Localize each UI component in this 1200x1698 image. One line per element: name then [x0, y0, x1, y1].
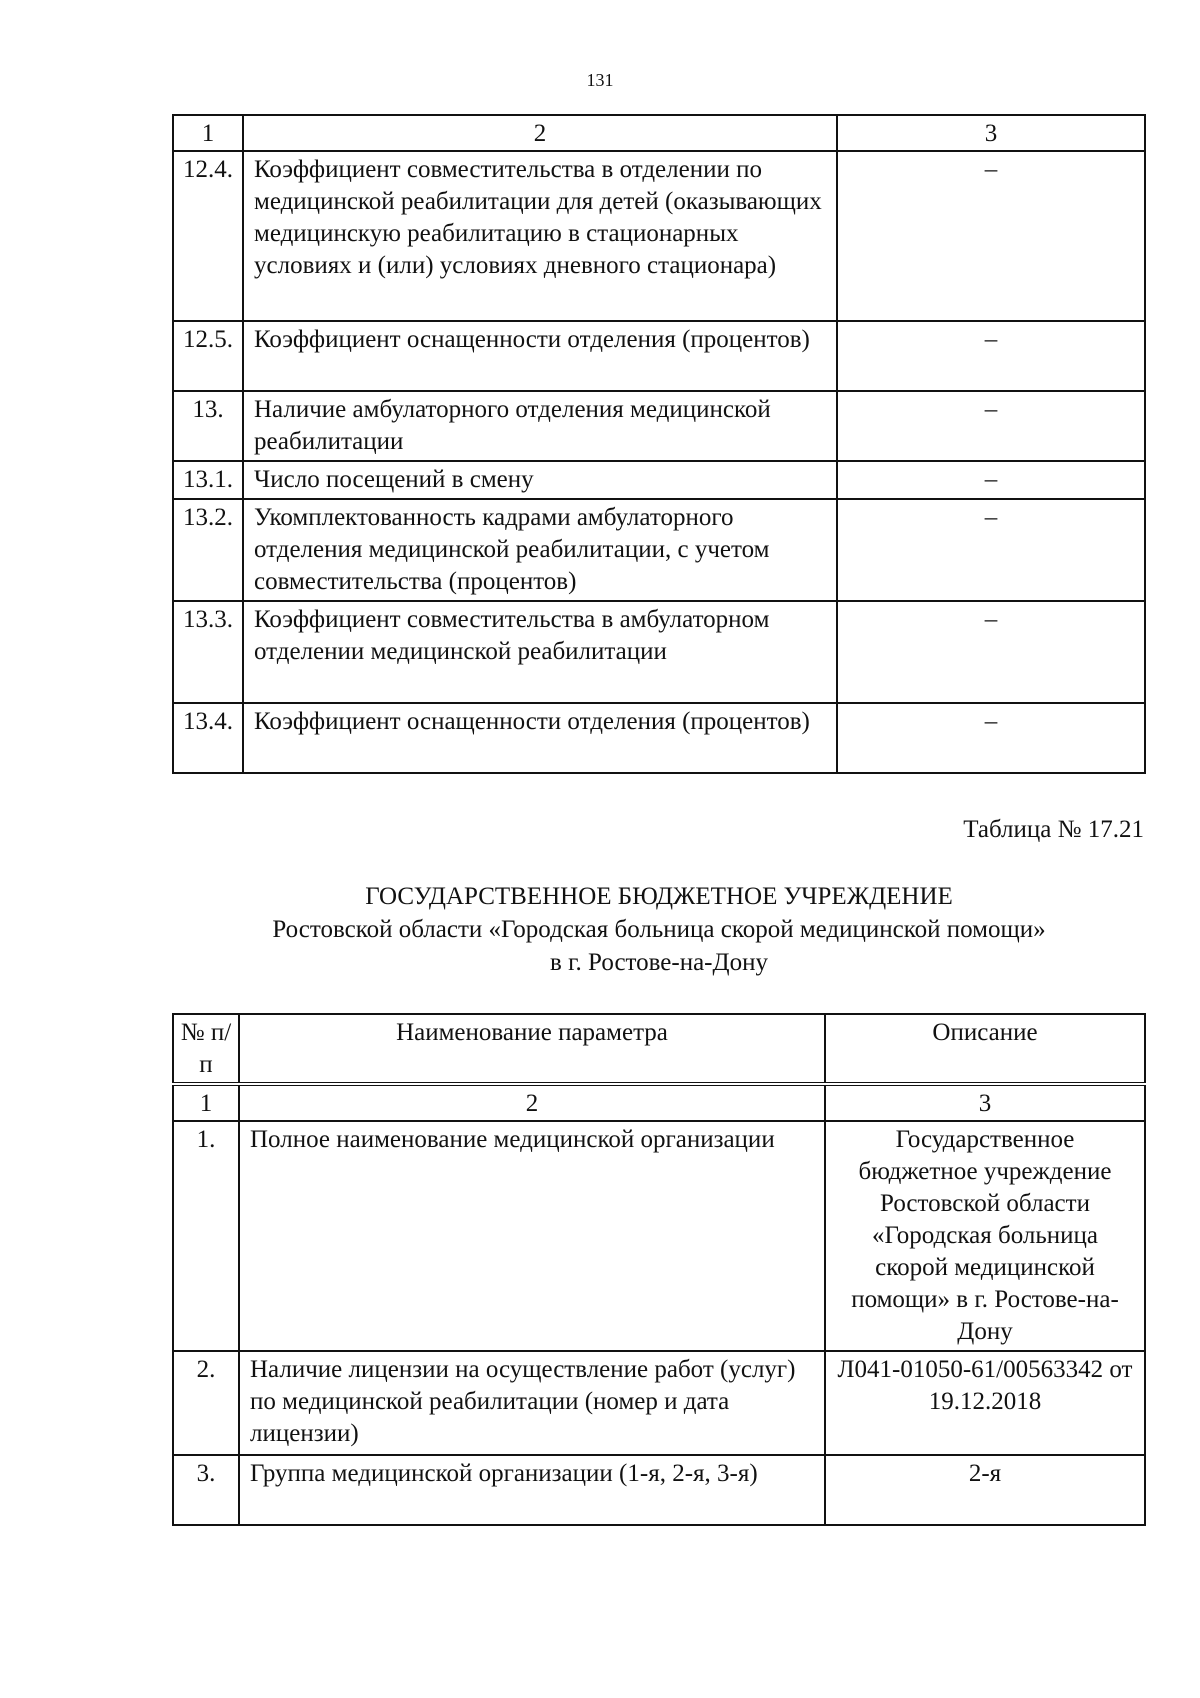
column-number-cell: 1	[173, 1084, 239, 1121]
parameter-value: Л041-01050-61/00563342 от 19.12.2018	[825, 1351, 1145, 1455]
parameters-table-continued	[172, 114, 1146, 774]
parameter-value: Государственное бюджетное учреждение Ростовской области «Городская больница скорой медицинской помощи» в г. Ростове-на-Дону	[825, 1121, 1145, 1351]
parameter-name: Укомплектованность кадрами амбулаторного отделения медицинской реабилитации, с учетом совместительства (процентов)	[243, 499, 837, 601]
row-number: 13.	[173, 391, 243, 461]
column-number-cell: 2	[243, 115, 837, 151]
parameter-name: Наличие лицензии на осуществление работ (услуг) по медицинской реабилитации (номер и дата лицензии)	[239, 1351, 825, 1455]
org-heading-line: ГОСУДАРСТВЕННОЕ БЮДЖЕТНОЕ УЧРЕЖДЕНИЕ	[365, 883, 953, 910]
org-heading-line: Ростовской области «Городская больница скорой медицинской помощи»	[272, 916, 1046, 943]
table-row	[173, 391, 1145, 461]
parameter-name: Коэффициент оснащенности отделения (процентов)	[243, 703, 837, 773]
table-row	[173, 1121, 1145, 1351]
table-header-row	[173, 1014, 1145, 1084]
table-label: Таблица № 17.21	[963, 816, 1144, 843]
parameter-value: –	[837, 461, 1145, 499]
table-row	[173, 499, 1145, 601]
column-number-cell: 2	[239, 1084, 825, 1121]
row-number: 12.4.	[173, 151, 243, 321]
column-header-description: Описание	[825, 1014, 1145, 1084]
page-number: 131	[586, 70, 614, 90]
row-number: 13.2.	[173, 499, 243, 601]
column-numbering-row	[173, 115, 1145, 151]
row-number: 1.	[173, 1121, 239, 1351]
column-number-cell: 3	[837, 115, 1145, 151]
parameter-value: –	[837, 151, 1145, 321]
row-number: 13.1.	[173, 461, 243, 499]
column-header-number: № п/п	[173, 1014, 239, 1084]
parameter-value: –	[837, 601, 1145, 703]
parameter-name: Коэффициент оснащенности отделения (процентов)	[243, 321, 837, 391]
column-numbering-row	[173, 1084, 1145, 1121]
table-row	[173, 1351, 1145, 1455]
row-number: 13.4.	[173, 703, 243, 773]
row-number: 13.3.	[173, 601, 243, 703]
parameter-value: –	[837, 391, 1145, 461]
parameter-name: Наличие амбулаторного отделения медицинской реабилитации	[243, 391, 837, 461]
table-row	[173, 461, 1145, 499]
table-row	[173, 601, 1145, 703]
column-number-cell: 1	[173, 115, 243, 151]
parameter-name: Группа медицинской организации (1-я, 2-я, 3-я)	[239, 1455, 825, 1525]
organization-heading	[0, 880, 1200, 979]
parameter-name: Число посещений в смену	[243, 461, 837, 499]
table-row	[173, 1455, 1145, 1525]
row-number: 2.	[173, 1351, 239, 1455]
parameter-name: Полное наименование медицинской организации	[239, 1121, 825, 1351]
table-row	[173, 703, 1145, 773]
org-heading-line: в г. Ростове-на-Дону	[550, 949, 768, 976]
parameter-value: –	[837, 499, 1145, 601]
table-row	[173, 321, 1145, 391]
organization-parameters-table	[172, 1013, 1146, 1526]
row-number: 3.	[173, 1455, 239, 1525]
row-number: 12.5.	[173, 321, 243, 391]
parameter-name: Коэффициент совместительства в отделении по медицинской реабилитации для детей (оказывающих медицинскую реабилитацию в стационарных условиях и (или) условиях дневного стационара)	[243, 151, 837, 321]
parameter-value: –	[837, 321, 1145, 391]
table-row	[173, 151, 1145, 321]
parameter-name: Коэффициент совместительства в амбулаторном отделении медицинской реабилитации	[243, 601, 837, 703]
column-header-name: Наименование параметра	[239, 1014, 825, 1084]
parameter-value: –	[837, 703, 1145, 773]
column-number-cell: 3	[825, 1084, 1145, 1121]
parameter-value: 2-я	[825, 1455, 1145, 1525]
